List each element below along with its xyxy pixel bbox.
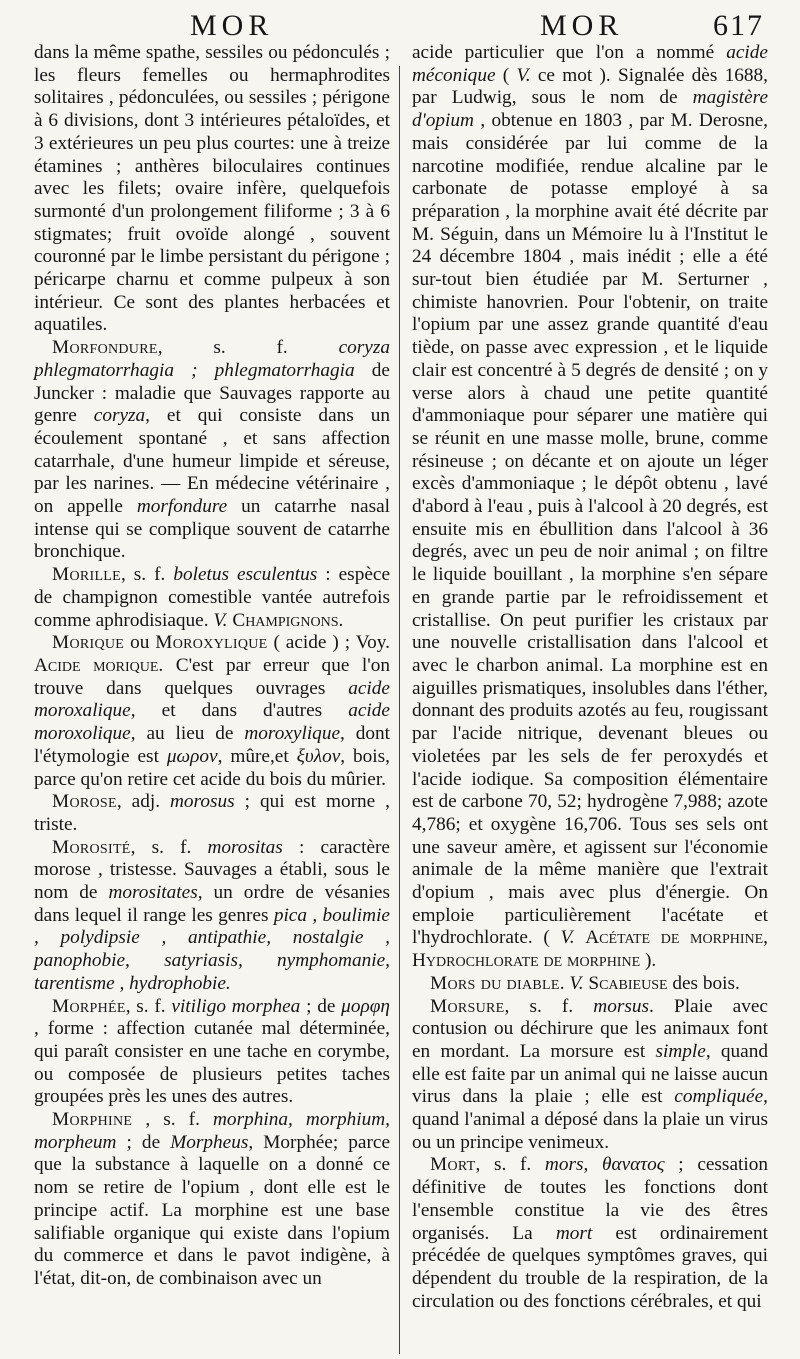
entry-text: morosus [169, 791, 235, 813]
entry-text: . [559, 972, 570, 994]
header-right-title: MOR [540, 9, 624, 42]
entry-morille [34, 564, 390, 632]
entry-text: , obtenue en 1803 , par M. Derosne, mais considérée par lui comme de la narcotine modifiée, rendue alcaline par le carbonate de potasse employé à sa préparation , la morphine avait été décrite par M. Séguin, dans un Mémoire lu à l'Institut le 24 décembre 1804 , mais inédit ; elle a été sur-tout bien étudiée par M. Serturner , chimiste hanovrien. Pour l'obtenir, on traite l'opium par une assez grande quantité d'eau tiède, on passe avec expression , et le liquide clair est concentré à 5 degrés de densité ; on y verse alors à chaud une petite quantité d'ammoniaque pour séparer une matière qui se réunit en une masse molle, brune, comme résineuse ; on décante et on ajoute un léger excès d'ammoniaque ; le dépôt obtenu , lavé d'abord à l'eau , puis à l'alcool à 20 degrés, est ensuite mis en ébullition dans l'alcool à 36 degrés, avec un peu de noir animal ; on filtre le liquide bouillant , la morphine s'en sépare en grande partie par le refroidissement et cristallise. On peut purifier les cristaux par une nouvelle cristallisation dans l'alcool et avec le charbon animal. La morphine est en aiguilles prismatiques, insolubles dans l'éther, donnant des produits azotés au feu, rougissant par l'acide nitrique, devenant bleues ou violetées par les sels de fer peroxydés et l'acide iodique. Sa composition élémentaire est de carbone 70, 52; hydrogène 7,988; azote 4,786; et oxygène 16,706. Tous ses sels ont une saveur amère, et agissent sur l'économie animale de la même manière que l'extrait d'opium , mais avec plus d'énergie. On emploie particulièrement l'acétate et l'hydrochlorate. ( [412, 110, 768, 949]
entry-text: , quand l'animal a déposé dans la plaie un virus ou un principe venimeux. [412, 1086, 768, 1153]
page-number: 617 [713, 9, 764, 42]
entry-text: , un ordre de vésanies dans lequel il range les genres [34, 882, 390, 926]
entry-text: , dont l'étymologie est [34, 723, 390, 767]
entry-text: , [583, 1154, 602, 1176]
entry-morphine-cont [412, 42, 768, 973]
entry-text: θανατος [601, 1154, 665, 1176]
entry-text: morsus [593, 995, 650, 1017]
entry-text: , s. f. [130, 836, 208, 858]
entry-text: coryza [93, 405, 146, 427]
entry-text: moroxylique [244, 723, 341, 745]
right-column [412, 42, 768, 1313]
entry-morique [34, 632, 390, 791]
entry-morosite [34, 837, 390, 996]
entry-text: est ordinairement précédée de quelques symptômes graves, qui dépendent du trouble de la respiration, de la circulation ou des fonctions cérébrales, et qui [412, 1222, 768, 1312]
entry-text: , au lieu de [130, 723, 245, 745]
headword: Morosité [52, 836, 131, 858]
entry-text: , s. f. [157, 337, 339, 359]
entry-morphine [34, 1109, 390, 1291]
entry-text: Acétate de morphine, Hydrochlorate de morphine [412, 927, 768, 972]
entry-text: des bois. [667, 972, 740, 994]
entry-text: ). [640, 950, 657, 972]
entry-text: , s. f. [475, 1154, 545, 1176]
entry-text: , quand elle est faite par un animal qui ne laisse aucun virus dans la plaie ; elle est [412, 1040, 769, 1108]
entry-text: . [338, 609, 344, 631]
entry-text: morphina, morphium, morpheum [34, 1109, 390, 1153]
entry-text: morositas [207, 836, 283, 858]
entry-text: Scabieuse [588, 972, 668, 994]
entry-text [575, 927, 586, 948]
entry-text: V. [516, 64, 531, 86]
entry-morfondure [34, 337, 390, 564]
entry-text: ce mot ). Signalée dès 1688, par Ludwig, sous le nom de [412, 64, 768, 109]
entry-text: mort [555, 1222, 593, 1244]
headword: Mort [430, 1154, 476, 1176]
entry-text: dans la même spathe, sessiles ou pédonculés ; les fleurs femelles ou hermaphrodites solitaires , pédonculées, ou sessiles ; périgone à 6 divisions, dont 3 intérieures pétaloïdes, et 3 extérieures un peu plus courtes: une à treize étamines ; anthères biloculaires continues avec les filets; ovaire infère, quelquefois surmonté d'un prolongement filiforme ; 3 à 6 stigmates; fruit ovoïde alongé , souvent couronné par le limbe persistant du périgone ; péricarpe charnu et comme pulpeux à son intérieur. Ce sont des plantes herbacées et aquatiles. [34, 42, 390, 336]
entry-text: ; qui est morne , triste. [34, 791, 390, 835]
entry-text: coryza phlegmatorrhagia ; phlegmatorrhagia [34, 337, 390, 381]
entry-text: acide moroxolique [34, 700, 390, 745]
entry-text: ; cessation définitive de toutes les fonctions dont l'ensemble constitue la vie des êtres organisés. La [412, 1154, 768, 1244]
entry-text: μωρον [166, 745, 218, 767]
entry-text: , adj. [116, 791, 170, 813]
entry-text: , s. f. [132, 1109, 213, 1131]
entry-text: ; de [300, 995, 342, 1017]
headword: Morique [52, 632, 125, 654]
entry-text: acide méconique [412, 42, 768, 86]
headword: Morose [52, 791, 117, 813]
entry-text: Champignons [232, 609, 339, 631]
entry-e0-cont [34, 42, 390, 337]
entry-text: : espèce de champignon comestible vantée autrefois comme aphrodisiaque. [34, 564, 391, 631]
entry-text: Morpheus [170, 1131, 249, 1153]
entry-text: : caractère morose , tristesse. Sauvages a établi, sous le nom de [34, 836, 390, 904]
entry-text: , et qui consiste dans un écoulement spontané , et sans affection catarrhale, d'une humeur limpide et séreuse, par les narines. — En médecine vétérinaire , on appelle [34, 405, 391, 518]
entry-text: boletus esculentus [173, 564, 318, 586]
entry-mors-du-diable [412, 973, 768, 996]
entry-text: . C'est par erreur que l'on trouve dans quelques ouvrages [34, 654, 390, 699]
entry-text: . Plaie avec contusion ou déchirure que les animaux font en mordant. La morsure est [412, 995, 768, 1062]
entry-text: ; de [116, 1131, 171, 1153]
entry-text: , s. f. [121, 564, 174, 586]
entry-morphee [34, 996, 390, 1110]
entry-text: ξυλον [296, 745, 341, 767]
entry-text: de Juncker : maladie que Sauvages rapporte au genre [34, 359, 390, 427]
entry-text: , s. f. [125, 995, 172, 1017]
entry-text: morfondure [136, 496, 228, 518]
headword: Morphine [52, 1109, 133, 1131]
entry-text: V. [569, 972, 584, 994]
headword: Morfondure [52, 337, 158, 359]
entry-text: ( [495, 64, 517, 86]
entry-text: ou [124, 632, 156, 654]
entry-morsure [412, 996, 768, 1155]
entry-text: V. [560, 927, 575, 949]
header-left-title: MOR [190, 9, 274, 42]
headword: Mors du diable [430, 972, 560, 994]
entry-text: , Morphée; parce que la substance à laquelle on a donné ce nom se retire de l'opium , dont elle est le principe actif. La morphine est une base salifiable organique qui existe dans l'opium du commerce et dans le pavot indigène, à l'état, dit-on, de combinaison avec un [34, 1131, 390, 1289]
entry-text: , mûre,et [217, 745, 297, 767]
entry-text: acide moroxalique [34, 677, 390, 722]
left-column [34, 42, 390, 1291]
headword: Morsure [430, 995, 505, 1017]
entry-text: compliquée [674, 1086, 764, 1108]
entry-text: V. [213, 609, 228, 631]
entry-text: simple [655, 1040, 706, 1062]
headword: Morphée [52, 995, 126, 1017]
headword: Morille [52, 564, 122, 586]
entry-text: ( acide ) ; Voy. [267, 632, 390, 654]
entry-mort [412, 1154, 768, 1313]
entry-text: , bois, parce qu'on retire cet acide du bois du mûrier. [34, 745, 390, 790]
headword: Moroxylique [155, 632, 268, 654]
entry-text: mors [544, 1154, 584, 1176]
entry-text: , forme : affection cutanée mal déterminée, qui paraît consister en une tache en corymbe, ou composée de plusieurs petites taches groupées près les unes des autres. [34, 1018, 390, 1108]
entry-text: , s. f. [504, 995, 594, 1017]
entry-text: μορφη [341, 995, 390, 1017]
column-divider [399, 66, 400, 1354]
entry-text: morositates [108, 882, 198, 904]
entry-text: , et dans d'autres [130, 700, 349, 722]
entry-text: un catarrhe nasal intense qui se complique souvent de catarrhe bronchique. [34, 496, 390, 563]
entry-text: Acide morique [34, 654, 159, 676]
entry-text: magistère d'opium [412, 87, 768, 132]
entry-text: pica , boulimie , polydipsie , antipathie, nostalgie , panophobie, satyriasis, nymphomanie, tarentisme , hydrophobie. [34, 904, 390, 994]
entry-morose [34, 791, 390, 836]
entry-text: vitiligo morphea [171, 995, 301, 1017]
entry-text: acide particulier que l'on a nommé [412, 42, 727, 63]
